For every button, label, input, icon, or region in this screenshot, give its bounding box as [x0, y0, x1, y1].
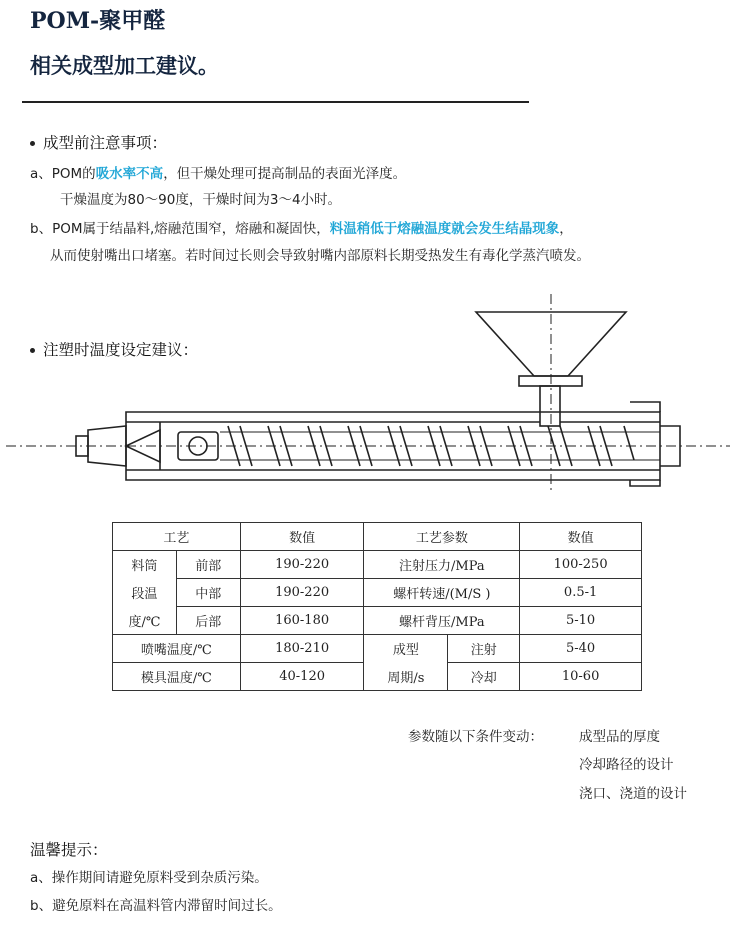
injection-screw-diagram: [0, 290, 750, 500]
barrel-label-3: 度/℃: [113, 607, 177, 635]
table-row: [113, 607, 642, 635]
value-inject: 5-40: [520, 635, 642, 663]
precautions-heading-text: 成型前注意事项：: [43, 134, 168, 152]
table-row: [113, 579, 642, 607]
table-row: [113, 551, 642, 579]
value-nozzle: 180-210: [240, 635, 364, 663]
value-front: 190-220: [240, 551, 364, 579]
header-value: 数值: [240, 523, 364, 551]
header-parameter: 工艺参数: [364, 523, 520, 551]
cycle-label-2: 周期/s: [364, 663, 448, 691]
document-subtitle: 相关成型加工建议。: [30, 53, 219, 78]
precaution-b-highlight: 料温稍低于熔融温度就会发生结晶现象: [329, 221, 560, 237]
conditions-label: 参数随以下条件变动：: [408, 729, 543, 745]
nozzle-temp: 喷嘴温度/℃: [113, 635, 241, 663]
precaution-item-a-detail: 干燥温度为80～90度，干燥时间为3～4小时。: [60, 192, 342, 208]
hopper-throat: [540, 386, 560, 426]
bullet-icon: [30, 141, 35, 146]
precaution-a-prefix: a、POM的: [30, 166, 96, 182]
condition-item: 成型品的厚度: [579, 729, 660, 745]
cycle-cool: 冷却: [448, 663, 520, 691]
precautions-heading: [30, 131, 167, 153]
value-cool: 10-60: [520, 663, 642, 691]
value-middle: 190-220: [240, 579, 364, 607]
value-pressure: 100-250: [520, 551, 642, 579]
barrel-middle: 中部: [176, 579, 240, 607]
barrel-label-2: 段温: [113, 579, 177, 607]
parameter-table: [112, 522, 642, 691]
cycle-inject: 注射: [448, 635, 520, 663]
precaution-item-b-detail: 从而使射嘴出口堵塞。若时间过长则会导致射嘴内部原料长期受热发生有毒化学蒸汽喷发。: [50, 248, 590, 264]
title-divider: [22, 101, 529, 103]
injection-heading-text: 注塑时温度设定建议：: [43, 341, 199, 359]
table-header-row: [113, 523, 642, 551]
param-back-pressure: 螺杆背压/MPa: [364, 607, 520, 635]
tips-heading: 温馨提示：: [30, 841, 108, 859]
precaution-b-prefix: b、POM属于结晶料,熔融范围窄，熔融和凝固快，: [30, 221, 330, 237]
barrel-front: 前部: [176, 551, 240, 579]
value-mold: 40-120: [240, 663, 364, 691]
table-row: [113, 635, 642, 663]
barrel-rear: 后部: [176, 607, 240, 635]
tip-item: a、操作期间请避免原料受到杂质污染。: [30, 870, 268, 886]
condition-item: 冷却路径的设计: [579, 757, 674, 773]
value-back-pressure: 5-10: [520, 607, 642, 635]
barrel-label-1: 料筒: [113, 551, 177, 579]
mold-temp: 模具温度/℃: [113, 663, 241, 691]
precaution-item-a: [30, 162, 406, 182]
header-value-2: 数值: [520, 523, 642, 551]
precaution-b-suffix: ，: [559, 221, 573, 237]
param-pressure: 注射压力/MPa: [364, 551, 520, 579]
document-title: POM-聚甲醛: [30, 8, 166, 34]
precaution-a-suffix: ，但干燥处理可提高制品的表面光泽度。: [163, 166, 407, 182]
condition-item: 浇口、浇道的设计: [579, 786, 687, 802]
value-rear: 160-180: [240, 607, 364, 635]
header-process: 工艺: [113, 523, 241, 551]
precaution-a-highlight: 吸水率不高: [95, 166, 164, 182]
param-speed: 螺杆转速/(M/S ): [364, 579, 520, 607]
tip-item: b、避免原料在高温料管内滞留时间过长。: [30, 898, 282, 914]
table-row: [113, 663, 642, 691]
precaution-item-b: [30, 217, 573, 237]
cycle-label-1: 成型: [364, 635, 448, 663]
value-speed: 0.5-1: [520, 579, 642, 607]
